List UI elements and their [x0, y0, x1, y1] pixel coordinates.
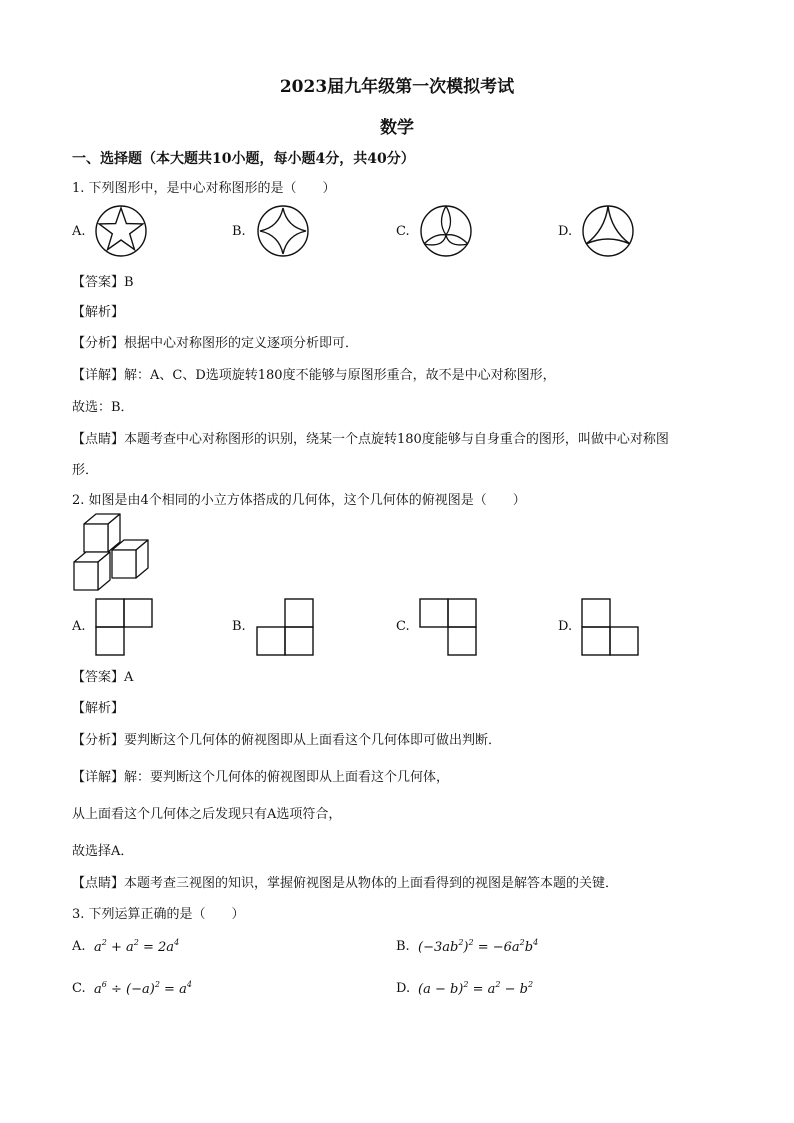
q2-comment: 【点睛】本题考查三视图的知识，掌握俯视图是从物体的上面看得到的视图是解答本题的关键．	[72, 876, 619, 891]
q1-comment-line2: 形．	[72, 463, 99, 478]
q3-option-a-expr: $a^2 + a^2 = 2a^4$	[94, 938, 180, 955]
q2-option-b-label: B.	[232, 619, 246, 634]
q1-option-b-label: B.	[232, 224, 246, 239]
q2-conclusion: 故选择A．	[72, 844, 134, 859]
q1-option-c-label: C.	[396, 224, 410, 239]
q3-option-a-label: A.	[72, 939, 86, 954]
q3-option-b-expr: $(-3ab^2)^2 = -6a^2b^4$	[418, 938, 539, 955]
curved-triangle-in-circle-icon	[581, 204, 635, 258]
trefoil-arcs-in-circle-icon	[419, 204, 473, 258]
q1-answer: 【答案】B	[72, 275, 134, 290]
q2-option-c-label: C.	[396, 619, 410, 634]
q3-option-d-label: D.	[396, 981, 411, 996]
q2-option-d-label: D.	[558, 619, 573, 634]
cube-solid-figure	[72, 512, 154, 594]
concave-diamond-in-circle-icon	[256, 204, 310, 258]
q3-option-c-label: C.	[72, 981, 86, 996]
q2-analysis: 【分析】要判断这个几何体的俯视图即从上面看这个几何体即可做出判断．	[72, 733, 502, 748]
q2-detail: 【详解】解：要判断这个几何体的俯视图即从上面看这个几何体，	[72, 770, 450, 785]
top-view-option-c	[419, 598, 477, 656]
q1-stem: 1. 下列图形中，是中心对称图形的是（ ）	[72, 181, 336, 196]
q2-answer: 【答案】A	[72, 670, 134, 685]
q1-detail: 【详解】解：A、C、D选项旋转180度不能够与原图形重合，故不是中心对称图形，	[72, 368, 556, 383]
top-view-option-a	[95, 598, 153, 656]
q1-analysis-head: 【解析】	[72, 305, 125, 320]
subject-title: 数学	[380, 118, 414, 138]
q1-comment-line1: 【点睛】本题考查中心对称图形的识别，绕某一个点旋转180度能够与自身重合的图形，叫做中心对称图	[72, 432, 669, 447]
q2-detail2: 从上面看这个几何体之后发现只有A选项符合，	[72, 807, 342, 822]
top-view-option-b	[256, 598, 314, 656]
q1-conclusion: 故选：B．	[72, 400, 134, 415]
star-in-circle-icon	[94, 204, 148, 258]
q3-stem: 3. 下列运算正确的是（ ）	[72, 907, 245, 922]
top-view-option-d	[581, 598, 639, 656]
q2-analysis-head: 【解析】	[72, 701, 125, 716]
q2-stem: 2. 如图是由4个相同的小立方体搭成的几何体，这个几何体的俯视图是（ ）	[72, 493, 526, 508]
q3-option-b-label: B.	[396, 939, 410, 954]
exam-title: 2023届九年级第一次模拟考试	[279, 77, 515, 97]
q1-analysis: 【分析】根据中心对称图形的定义逐项分析即可．	[72, 336, 359, 351]
q1-option-a-label: A.	[72, 224, 86, 239]
q3-option-c-expr: $a^6 \div (-a)^2 = a^4$	[94, 980, 192, 997]
q3-option-d-expr: $(a - b)^2 = a^2 - b^2$	[418, 980, 534, 997]
section-heading: 一、选择题（本大题共10小题，每小题4分，共40分）	[72, 151, 415, 167]
q1-option-d-label: D.	[558, 224, 573, 239]
q2-option-a-label: A.	[72, 619, 86, 634]
